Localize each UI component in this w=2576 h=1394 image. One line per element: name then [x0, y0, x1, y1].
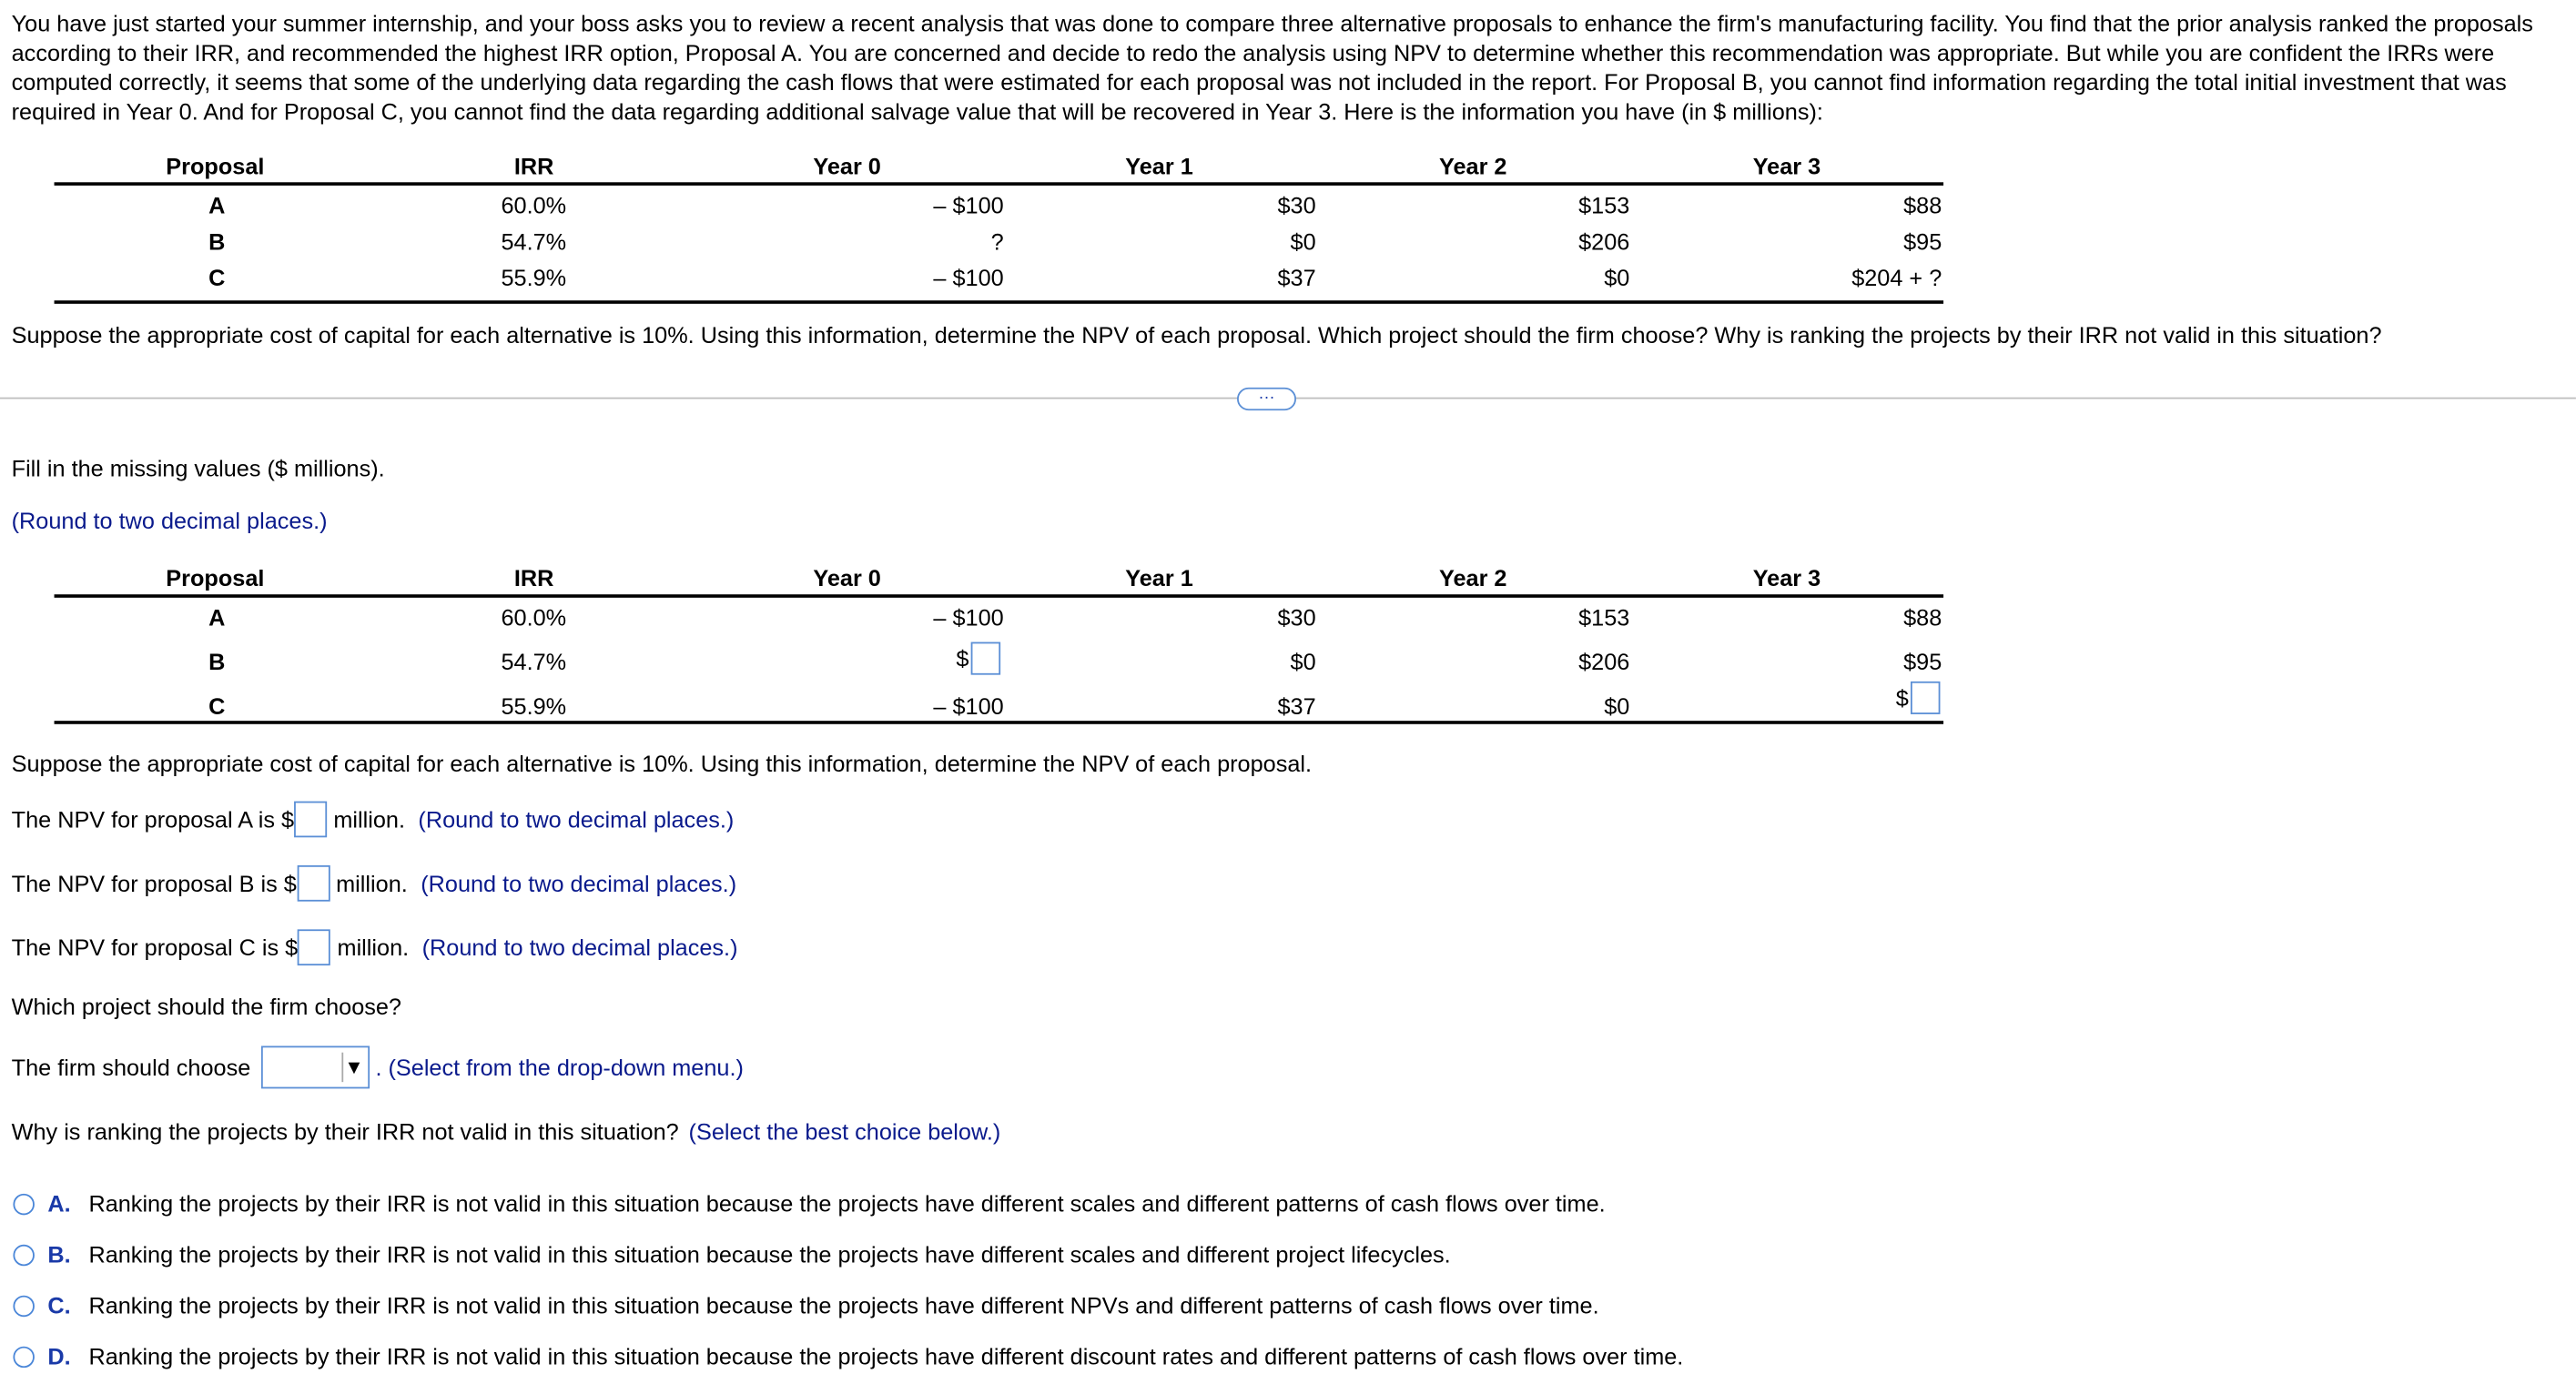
year0-cell: – $100: [933, 604, 1004, 631]
col-header-year3: Year 3: [1752, 564, 1821, 591]
choice-a-option[interactable]: [13, 1190, 1605, 1217]
col-header-year0: Year 0: [813, 152, 881, 179]
year3-cell: $88: [1903, 604, 1942, 631]
round-hint: (Round to two decimal places.): [421, 934, 738, 961]
col-header-year1: Year 1: [1125, 564, 1193, 591]
year1-cell: $30: [1277, 192, 1316, 218]
choice-text: Ranking the projects by their IRR is not valid in this situation because the projects have different scales and different project lifecycles.: [88, 1241, 1451, 1268]
year2-cell: $206: [1578, 227, 1630, 255]
proposal-cell: A: [208, 604, 226, 631]
year2-cell: $153: [1578, 192, 1630, 218]
choice-text: Ranking the projects by their IRR is not valid in this situation because the projects have different scales and different patterns of cash flows over time.: [88, 1190, 1606, 1217]
year0-answer-cell: [956, 642, 999, 675]
year1-cell: $37: [1277, 264, 1316, 291]
which-project-question: Which project should the firm choose?: [11, 993, 401, 1020]
irr-cell: 54.7%: [501, 648, 567, 675]
npv-b-label: The NPV for proposal B is $: [11, 870, 297, 897]
year0-cell: – $100: [933, 692, 1004, 720]
year1-cell: $0: [1290, 227, 1316, 255]
proposal-cell: B: [208, 227, 226, 255]
table-rule: [55, 594, 1944, 597]
col-header-year1: Year 1: [1125, 152, 1193, 179]
proposal-cell: A: [208, 192, 226, 218]
why-question-row: [12, 1118, 1001, 1145]
year3-answer-cell: [1896, 682, 1940, 714]
fill-instruction: Fill in the missing values ($ millions).: [11, 454, 385, 481]
proposal-cell: C: [208, 692, 226, 720]
irr-cell: 55.9%: [501, 692, 567, 720]
year0-cell: – $100: [933, 264, 1004, 291]
year2-cell: $153: [1578, 604, 1630, 631]
proposal-cell: C: [208, 264, 226, 291]
year0-cell: – $100: [933, 192, 1004, 218]
proposal-cell: B: [208, 648, 226, 675]
round-hint: (Round to two decimal places.): [11, 507, 328, 534]
choice-letter: C.: [47, 1292, 71, 1319]
choice-b-option[interactable]: [13, 1241, 1450, 1268]
npv-c-input[interactable]: [298, 929, 330, 965]
col-header-year2: Year 2: [1439, 152, 1507, 179]
col-header-irr: IRR: [513, 564, 554, 591]
choice-letter: B.: [47, 1241, 71, 1268]
why-question: Why is ranking the projects by their IRR not valid in this situation?: [11, 1117, 679, 1145]
intro-paragraph: You have just started your summer internship, and your boss asks you to review a recent analysis that was done to compare three alternative proposals to enhance the firm's manufacturing facility. You find that the prior analysis ranked the proposals according to their IRR, and recommended the highest IRR option, Proposal A. You are concerned and decide to redo the analysis using NPV to determine whether this recommendation was appropriate. But while you are confident the IRRs were computed correctly, it seems that some of the underlying data regarding the cash flows that were estimated for each proposal was not included in the report. For Proposal B, you cannot find information regarding the total initial investment that was required in Year 0. And for Proposal C, you cannot find the data regarding additional salvage value that will be recovered in Year 3. Here is the information you have (in $ millions):: [11, 9, 2533, 126]
million-unit: million.: [333, 806, 405, 833]
radio-button[interactable]: [13, 1193, 34, 1214]
choice-c-option[interactable]: [13, 1292, 1598, 1318]
million-unit: million.: [336, 870, 408, 897]
npv-a-label: The NPV for proposal A is $: [11, 806, 295, 833]
year0-cell: ?: [990, 227, 1004, 255]
choice-text: Ranking the projects by their IRR is not valid in this situation because the projects have different discount rates and different patterns of cash flows over time.: [88, 1343, 1684, 1369]
round-hint: (Round to two decimal places.): [421, 870, 737, 897]
npv-b-input[interactable]: [297, 865, 330, 902]
dollar-prefix: $: [956, 645, 969, 672]
npv-b-row: [12, 865, 736, 902]
why-hint: (Select the best choice below.): [688, 1117, 1001, 1145]
table-rule: [55, 300, 1944, 303]
round-hint: (Round to two decimal places.): [418, 806, 735, 833]
col-header-proposal: Proposal: [166, 152, 265, 179]
year2-cell: $206: [1578, 648, 1630, 675]
million-unit: million.: [337, 934, 410, 961]
col-header-year2: Year 2: [1439, 564, 1507, 591]
col-header-irr: IRR: [513, 152, 554, 179]
year3-cell: $95: [1903, 648, 1942, 675]
choice-letter: D.: [47, 1343, 71, 1369]
irr-cell: 60.0%: [501, 604, 567, 631]
choice-d-option[interactable]: [13, 1343, 1683, 1369]
irr-cell: 60.0%: [501, 192, 567, 218]
project-select-dropdown[interactable]: [260, 1046, 369, 1088]
npv-intro: Suppose the appropriate cost of capital for each alternative is 10%. Using this information, determine the NPV of each proposal.: [11, 750, 1313, 777]
year1-cell: $30: [1277, 604, 1316, 631]
expand-more-button[interactable]: ···: [1237, 388, 1296, 410]
radio-button[interactable]: [13, 1295, 34, 1316]
choice-text: Ranking the projects by their IRR is not valid in this situation because the projects have different NPVs and different patterns of cash flows over time.: [88, 1292, 1599, 1319]
npv-a-row: [12, 802, 735, 838]
dollar-prefix: $: [1895, 684, 1909, 712]
proposal-b-year0-input[interactable]: [970, 642, 999, 675]
firm-choose-label: The firm should choose: [11, 1054, 251, 1081]
radio-button[interactable]: [13, 1346, 34, 1367]
col-header-year0: Year 0: [813, 564, 881, 591]
year2-cell: $0: [1604, 692, 1630, 720]
choice-letter: A.: [47, 1190, 71, 1217]
firm-choose-row: [12, 1046, 744, 1088]
npv-c-label: The NPV for proposal C is $: [11, 934, 299, 961]
radio-button[interactable]: [13, 1244, 34, 1265]
year2-cell: $0: [1604, 264, 1630, 291]
npv-c-row: [12, 929, 738, 965]
year1-cell: $0: [1290, 648, 1316, 675]
dropdown-arrow-icon: ▼: [341, 1053, 366, 1082]
irr-cell: 55.9%: [501, 264, 567, 291]
year3-cell: $95: [1903, 227, 1942, 255]
npv-a-input[interactable]: [294, 802, 327, 838]
col-header-proposal: Proposal: [166, 564, 265, 591]
year1-cell: $37: [1277, 692, 1316, 720]
col-header-year3: Year 3: [1752, 152, 1821, 179]
irr-cell: 54.7%: [501, 227, 567, 255]
year3-cell: $204 + ?: [1851, 264, 1942, 291]
select-hint: . (Select from the drop-down menu.): [375, 1054, 744, 1081]
question-text: Suppose the appropriate cost of capital for each alternative is 10%. Using this information, determine the NPV of each proposal. Which project should the firm choose? Why is ranking the projects by their IRR not valid in this situation?: [11, 321, 2382, 348]
table-rule: [55, 721, 1944, 723]
proposal-c-year3-input[interactable]: [1911, 682, 1940, 714]
year3-cell: $88: [1903, 192, 1942, 218]
table-rule: [55, 182, 1944, 185]
